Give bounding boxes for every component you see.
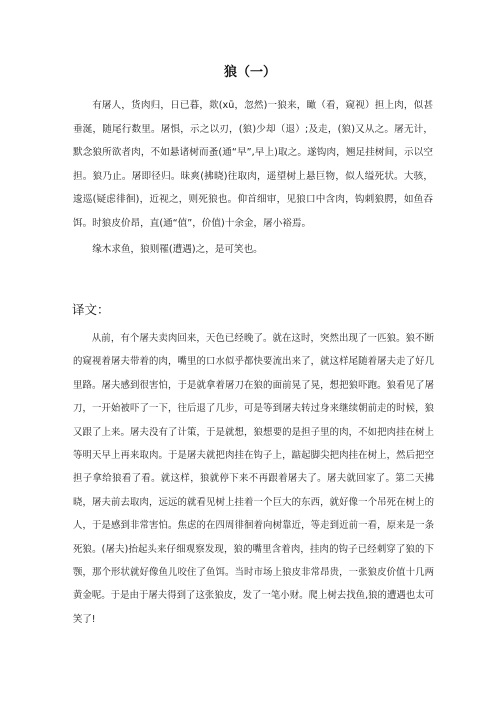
original-text <box>73 94 433 261</box>
translation-paragraph: 从前，有个屠夫卖肉回来，天色已经晚了。就在这时，突然出现了一匹狼。狼不断的窥视着屠夫带着的肉，嘴里的口水似乎都快要流出来了，就这样尾随着屠夫走了好几里路。屠夫感到很害怕，于是就拿着屠刀在狼的面前晃了晃，想把狼吓跑。狼看见了屠刀，一开始被吓了一下，往后退了几步，可是等到屠夫转过身来继续朝前走的时候，狼又跟了上来。屠夫没有了计策，于是就想，狼想要的是担子里的肉，不如把肉挂在树上等明天早上再来取肉。于是屠夫就把肉挂在钩子上，踮起脚尖把肉挂在树上，然后把空担子拿给狼看了看。就这样，狼就停下来不再跟着屠夫了。屠夫就回家了。第二天拂晓，屠夫前去取肉，远远的就看见树上挂着一个巨大的东西，就好像一个吊死在树上的人，于是感到非常害怕。焦虑的在四周徘徊着向树靠近，等走到近前一看，原来是一条死狼。(屠夫)抬起头来仔细观察发现，狼的嘴里含着肉，挂肉的钩子已经刺穿了狼的下颚，那个形状就好像鱼儿咬住了鱼饵。当时市场上狼皮非常昂贵，一张狼皮价值十几两黄金呢。于是由于屠夫得到了这张狼皮，发了一笔小财。爬上树去找鱼,狼的遭遇也太可笑了! <box>73 333 434 625</box>
translation-text <box>73 327 434 631</box>
original-paragraph: 有屠人，货肉归，日已暮，欻(xū，忽然)一狼来，瞰（看，窥视）担上肉，似甚垂涎，随尾行数里。屠惧，示之以刃，(狼)少却（退）;及走，(狼)又从之。屠无计，默念狼所欲者肉，不如悬诸树而蚤(通“早”,早上)取之。遂钩肉，翘足挂树间，示以空担。狼乃止。屠即径归。昧爽(拂晓)往取肉，遥望树上悬巨物，似人缢死状。大骇，逡巡(疑虑徘徊)，近视之，则死狼也。仰首细审，见狼口中含肉，钩刺狼腭，如鱼吞饵。时狼皮价昂，直(通“值”，价值)十余金，屠小裕焉。 <box>73 100 433 229</box>
original-paragraph: 缘木求鱼，狼则罹(遭遇)之，是可笑也。 <box>92 243 263 255</box>
page-title: 狼（一） <box>223 65 276 80</box>
translation-heading: 译文： <box>72 302 110 317</box>
